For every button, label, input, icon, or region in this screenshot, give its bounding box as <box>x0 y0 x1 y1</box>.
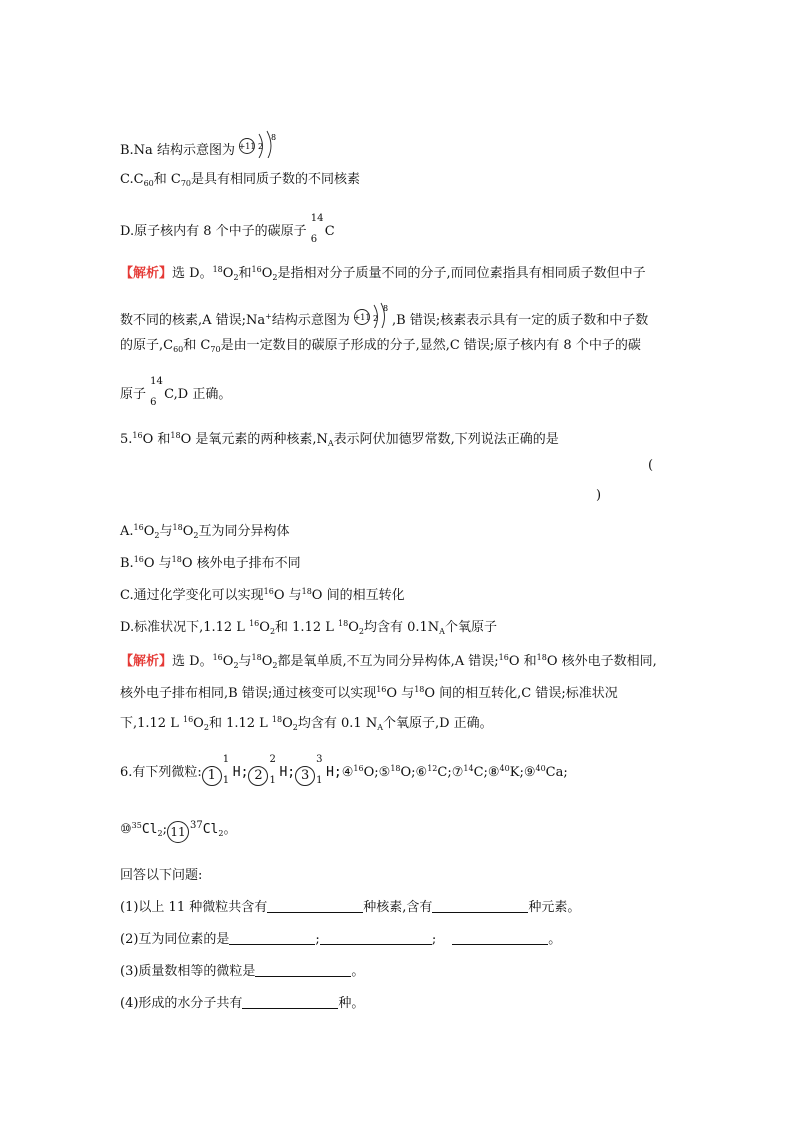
text: ; <box>315 932 320 947</box>
subscript: 2 <box>193 531 199 540</box>
q6-sub-4 <box>120 992 364 1011</box>
mass-number: 2 <box>269 754 276 765</box>
text: 个氧原子 <box>444 620 497 635</box>
subscript: 2 <box>272 273 278 282</box>
analysis-tag: 【解析】 <box>120 654 173 669</box>
q4-option-d <box>120 215 335 243</box>
superscript: 40 <box>535 764 546 773</box>
q5-analysis-line-1 <box>120 650 657 669</box>
superscript: 16 <box>132 431 143 440</box>
text: 均含有 0.1N <box>363 620 440 635</box>
text: (3)质量数相等的微粒是 <box>120 964 256 979</box>
superscript: 18 <box>338 619 349 628</box>
text: 选 D。 <box>172 266 213 281</box>
text: O 间的相互转化 <box>311 588 405 603</box>
text: 和 C <box>153 172 181 187</box>
subscript: A <box>439 627 445 636</box>
q6-sub-1 <box>120 896 580 915</box>
text: 都是氧单质,不互为同分异构体,A 错误; <box>277 654 499 669</box>
text: O 与 <box>273 588 302 603</box>
element-symbol: Cl <box>202 822 219 837</box>
subscript: 2 <box>292 723 298 732</box>
answer-blank-5[interactable] <box>452 932 548 945</box>
answer-blank-3[interactable] <box>229 932 315 945</box>
atomic-number: 6 <box>310 234 318 245</box>
hydrogen-3-nuclide <box>316 756 326 784</box>
q5-stem <box>120 428 559 447</box>
text: O 与 <box>386 686 415 701</box>
text: O <box>259 620 270 635</box>
atom-shell-1: 2 <box>258 142 264 151</box>
subscript: 60 <box>173 345 184 354</box>
superscript: 14 <box>463 764 474 773</box>
subscript: 2 <box>154 531 160 540</box>
sodium-atom-structure-icon <box>239 128 281 158</box>
superscript: 18 <box>390 764 401 773</box>
q6-sub-3 <box>120 960 364 979</box>
atom-shell-2: 8 <box>271 133 277 142</box>
ion-shell-2: 8 <box>383 304 389 313</box>
text: 是具有相同质子数的不同核素 <box>191 172 361 187</box>
superscript: 16 <box>353 764 364 773</box>
atomic-number: 1 <box>222 775 230 786</box>
text: ④ <box>341 765 354 780</box>
text: 和 1.12 L <box>275 620 334 635</box>
text: 。 <box>351 964 365 979</box>
q4-option-b <box>120 128 281 158</box>
q5-option-b[interactable] <box>120 552 301 571</box>
text: 和 C <box>183 338 211 353</box>
superscript: 16 <box>263 587 274 596</box>
superscript: 18 <box>212 265 223 274</box>
atomic-number: 6 <box>150 397 157 408</box>
text: ⑩ <box>120 822 132 837</box>
superscript: 16 <box>212 653 223 662</box>
mass-number: 14 <box>150 376 163 387</box>
superscript: 16 <box>133 523 144 532</box>
hydrogen-1-nuclide <box>223 756 233 784</box>
text: (2)互为同位素的是 <box>120 932 230 947</box>
text: K;⑨ <box>509 765 536 780</box>
q4-analysis-line-3 <box>120 334 641 353</box>
superscript: 37 <box>189 820 203 831</box>
element-symbol: H; <box>232 765 249 780</box>
text: 与 <box>159 524 173 539</box>
text: O <box>182 524 194 539</box>
superscript: 16 <box>498 653 509 662</box>
q5-option-c[interactable] <box>120 584 405 603</box>
text: 种元素。 <box>528 900 581 915</box>
superscript: 18 <box>536 653 547 662</box>
q4-analysis-line-1 <box>120 262 646 281</box>
q6-sub-2 <box>120 928 561 947</box>
subscript: 70 <box>180 179 192 188</box>
text: A. <box>120 524 134 539</box>
text: 种核素,含有 <box>363 900 433 915</box>
ion-shell-1: 2 <box>373 314 379 323</box>
text: O 核外电子数相同, <box>546 654 657 669</box>
element-symbol: C <box>324 224 335 239</box>
subscript: 2 <box>358 627 364 636</box>
text: O <box>143 524 155 539</box>
circled-number: 11 <box>167 821 189 843</box>
text: 结构示意图为 <box>271 313 350 328</box>
subscript: 2 <box>269 627 276 636</box>
superscript: + <box>265 312 272 321</box>
text: (4)形成的水分子共有 <box>120 996 243 1011</box>
q4-analysis-line-4 <box>120 378 231 406</box>
text: O <box>261 654 273 669</box>
text: O 间的相互转化,C 错误;标准状况 <box>424 686 618 701</box>
text: O <box>222 266 234 281</box>
circled-number: 1 <box>202 766 222 786</box>
subscript: 2 <box>233 661 239 670</box>
text: D.标准状况下,1.12 L <box>120 620 245 635</box>
superscript: 16 <box>251 265 262 274</box>
atomic-number: 1 <box>269 775 276 786</box>
text: O 核外电子排布不同 <box>181 556 301 571</box>
q5-analysis-line-3 <box>120 712 493 731</box>
atom-nucleus-label: +11 <box>239 142 256 151</box>
mass-number: 3 <box>316 754 323 765</box>
subscript: 2 <box>203 723 209 732</box>
q5-option-a[interactable] <box>120 520 289 539</box>
mass-number: 14 <box>310 213 324 224</box>
subscript: 2 <box>233 273 239 282</box>
text: 下,1.12 L <box>120 716 179 731</box>
carbon-14-nuclide <box>150 376 163 408</box>
answer-paren-close: ) <box>596 488 602 503</box>
answer-blank-6[interactable] <box>255 964 351 977</box>
text: O <box>222 654 234 669</box>
answer-paren-open: ( <box>648 458 654 473</box>
q6-stem-line-2 <box>120 818 236 843</box>
text: 核外电子排布相同,B 错误;通过核变可以实现 <box>120 686 377 701</box>
subscript: 60 <box>143 179 154 188</box>
text: D.原子核内有 8 个中子的碳原子 <box>120 224 307 239</box>
superscript: 16 <box>133 555 144 564</box>
element-symbol: H; <box>326 765 342 780</box>
text: 表示阿伏加德罗常数,下列说法正确的是 <box>333 432 559 447</box>
text: 均含有 0.1 N <box>297 716 378 731</box>
text: 。 <box>548 932 562 947</box>
superscript: 16 <box>182 715 194 724</box>
sodium-ion-structure-icon <box>354 302 392 328</box>
text: O <box>193 716 204 731</box>
superscript: 18 <box>251 653 262 662</box>
text: O <box>282 716 293 731</box>
subscript: A <box>327 439 334 448</box>
superscript: 16 <box>376 685 387 694</box>
subscript: A <box>377 723 383 732</box>
mass-number: 1 <box>222 754 230 765</box>
text: (1)以上 11 种微粒共含有 <box>120 900 268 915</box>
text: O 和 <box>508 654 537 669</box>
subscript: 70 <box>210 345 221 354</box>
text: O 与 <box>143 556 172 571</box>
hydrogen-2-nuclide <box>269 756 279 784</box>
text: C.C <box>120 172 144 187</box>
superscript: 18 <box>414 685 425 694</box>
superscript: 18 <box>271 715 283 724</box>
q5-option-d[interactable] <box>120 616 497 635</box>
text: O <box>261 266 273 281</box>
superscript: 12 <box>427 764 438 773</box>
superscript: 40 <box>499 764 510 773</box>
text: O;⑥ <box>400 765 428 780</box>
answer-blank-2[interactable] <box>432 900 528 913</box>
text: O <box>348 620 359 635</box>
option-b-text: B.Na 结构示意图为 <box>120 143 235 158</box>
text: 选 D。 <box>172 654 213 669</box>
question-text: 6.有下列微粒: <box>120 765 202 780</box>
carbon-14-nuclide <box>310 213 324 245</box>
text: C,D 正确。 <box>164 387 232 402</box>
text: ; <box>162 822 167 837</box>
text: C.通过化学变化可以实现 <box>120 588 264 603</box>
text: O 是氧元素的两种核素,N <box>180 432 328 447</box>
text: 的原子,C <box>120 338 174 353</box>
text: 种。 <box>338 996 365 1011</box>
text: 数不同的核素,A 错误;Na <box>120 313 266 328</box>
element-symbol: Cl <box>141 822 158 837</box>
analysis-tag: 【解析】 <box>120 266 173 281</box>
subscript: 2 <box>272 661 278 670</box>
element-symbol: H; <box>279 765 296 780</box>
superscript: 18 <box>172 523 183 532</box>
text: O;⑤ <box>363 765 391 780</box>
text: 互为同分异构体 <box>198 524 290 539</box>
text: 个氧原子,D 正确。 <box>382 716 493 731</box>
text: 和 1.12 L <box>208 716 268 731</box>
superscript: 18 <box>171 555 182 564</box>
ion-nucleus-label: +11 <box>354 313 371 322</box>
circled-number: 2 <box>248 766 268 786</box>
text: C;⑧ <box>473 765 500 780</box>
q4-option-c <box>120 168 360 187</box>
q5-analysis-line-2 <box>120 682 618 701</box>
subscript: 2 <box>218 829 224 838</box>
superscript: 18 <box>170 431 181 440</box>
answer-intro: 回答以下问题: <box>120 868 203 883</box>
text: 是指相对分子质量不同的分子,而同位素指具有相同质子数但中子 <box>277 266 646 281</box>
answer-blank-4[interactable] <box>320 932 432 945</box>
question-number: 5. <box>120 432 133 447</box>
circled-number: 3 <box>295 766 315 786</box>
text: Ca; <box>545 765 568 780</box>
text: 和 <box>238 266 252 281</box>
text: 与 <box>238 654 252 669</box>
superscript: 18 <box>301 587 312 596</box>
q4-analysis-line-2 <box>120 302 648 328</box>
answer-blank-1[interactable] <box>267 900 363 913</box>
text: 原子 <box>120 387 147 402</box>
answer-blank-7[interactable] <box>242 996 338 1009</box>
superscript: 35 <box>131 821 142 830</box>
text: ,B 错误;核素表示具有一定的质子数和中子数 <box>392 313 649 328</box>
atomic-number: 1 <box>316 775 323 786</box>
text: B. <box>120 556 134 571</box>
superscript: 16 <box>249 619 260 628</box>
q6-stem <box>120 756 568 786</box>
subscript: 2 <box>157 829 163 838</box>
text: ; <box>431 932 437 947</box>
text: C;⑦ <box>437 765 464 780</box>
text: 是由一定数目的碳原子形成的分子,显然,C 错误;原子核内有 8 个中子的碳 <box>220 338 641 353</box>
text: O 和 <box>142 432 171 447</box>
text: 。 <box>223 822 237 837</box>
